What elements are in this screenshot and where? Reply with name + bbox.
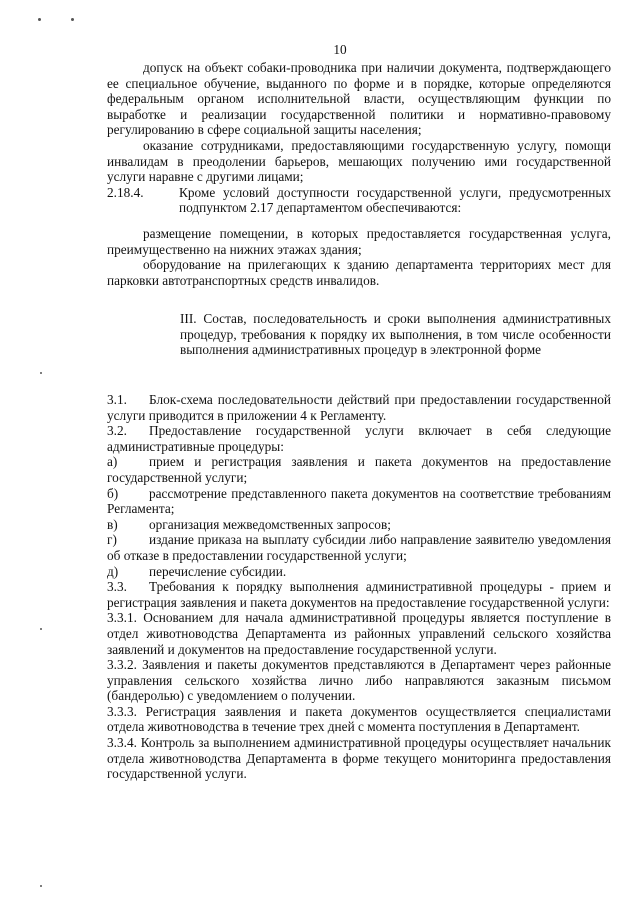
item-text: Блок-схема последовательности действий при предоставлении государственной услуги приводится в приложении 4 к Регламенту. — [107, 392, 611, 423]
scan-speck — [40, 372, 42, 374]
section-items — [107, 392, 611, 782]
accessibility-provisions — [107, 226, 611, 288]
page-number: 10 — [333, 42, 347, 57]
item-3-3-3: 3.3.3. Регистрация заявления и пакета документов осуществляется специалистами отдела животноводства в течение трех дней с момента поступления в Департамент. — [107, 703, 611, 735]
list-text: организация межведомственных запросов; — [149, 516, 391, 532]
paragraph-staff-assistance: оказание сотрудниками, предоставляющими государственную услугу, помощи инвалидам в преодолении барьеров, мешающих получению ими государственной услуги наравне с другими лицами; — [107, 137, 611, 185]
list-item-g — [107, 532, 611, 563]
list-label: а) — [107, 454, 118, 470]
section-heading: III. Состав, последовательность и сроки выполнения административных процедур, требования к порядку их выполнения, в том числе особенности выполнения административных процедур в электронной форме — [180, 311, 611, 358]
list-text: рассмотрение представленного пакета документов на соответствие требованиям Регламента; — [107, 485, 611, 517]
list-item-a — [107, 454, 611, 485]
paragraph-premises: размещение помещении, в которых предоставляется государственная услуга, преимущественно на нижних этажах здания; — [107, 226, 611, 257]
item-3-1 — [107, 392, 611, 423]
top-section — [107, 60, 611, 216]
list-text: прием и регистрация заявления и пакета документов на предоставление государственной услуги; — [107, 454, 611, 485]
paragraph-guide-dog: допуск на объект собаки-проводника при наличии документа, подтверждающего ее специальное обучение, выданного по форме и в порядке, которые определяются федеральным органом исполнительной власти, осуществляющим функции по выработке и реализации государственной политики и нормативно-правовому регулированию в сфере социальной защиты населения; — [107, 60, 611, 138]
item-3-3-4: 3.3.4. Контроль за выполнением административной процедуры осуществляет начальник отдела животноводства Департамента в форме текущего мониторинга предоставления государственной услуги. — [107, 735, 611, 782]
scan-speck — [40, 885, 42, 887]
list-label: б) — [107, 485, 119, 501]
scan-speck — [38, 18, 41, 21]
list-text: перечисление субсидии. — [149, 563, 287, 579]
item-3-2 — [107, 423, 611, 454]
list-label: в) — [107, 516, 118, 532]
item-3-3 — [107, 579, 611, 610]
paragraph-2-18-4 — [107, 185, 611, 216]
scan-speck — [40, 628, 42, 630]
list-item-d — [107, 564, 611, 580]
paragraph-parking: оборудование на прилегающих к зданию департамента территориях мест для парковки автотранспортных средств инвалидов. — [107, 257, 611, 288]
list-item-v — [107, 517, 611, 533]
item-label: 3.3. — [107, 579, 127, 595]
item-3-3-2: 3.3.2. Заявления и пакеты документов представляются в Департамент через районные управления сельского хозяйства лично либо направляются заказным письмом (бандеролью) с уведомлением о получении. — [107, 657, 611, 704]
scan-speck — [71, 18, 74, 21]
item-label: 3.2. — [107, 423, 127, 439]
list-item-b — [107, 486, 611, 517]
clause-text: Кроме условий доступности государственной услуги, предусмотренных подпунктом 2.17 департаментом обеспечиваются: — [179, 184, 611, 216]
list-label: г) — [107, 532, 117, 548]
item-text: Предоставление государственной услуги включает в себя следующие административные процедуры: — [107, 423, 611, 454]
item-label: 3.1. — [107, 392, 127, 407]
list-label: д) — [107, 563, 119, 579]
list-text: издание приказа на выплату субсидии либо направление заявителю уведомления об отказе в предоставлении государственной услуги; — [107, 532, 611, 563]
item-3-3-1: 3.3.1. Основанием для начала административной процедуры является поступление в отдел животноводства Департамента из районных управлений сельского хозяйства заявлений и документов на предоставление государственной услуги. — [107, 610, 611, 657]
item-text: Требования к порядку выполнения административной процедуры - прием и регистрация заявления и пакета документов на предоставление государственной услуги: — [107, 579, 611, 610]
clause-label: 2.18.4. — [107, 184, 144, 200]
